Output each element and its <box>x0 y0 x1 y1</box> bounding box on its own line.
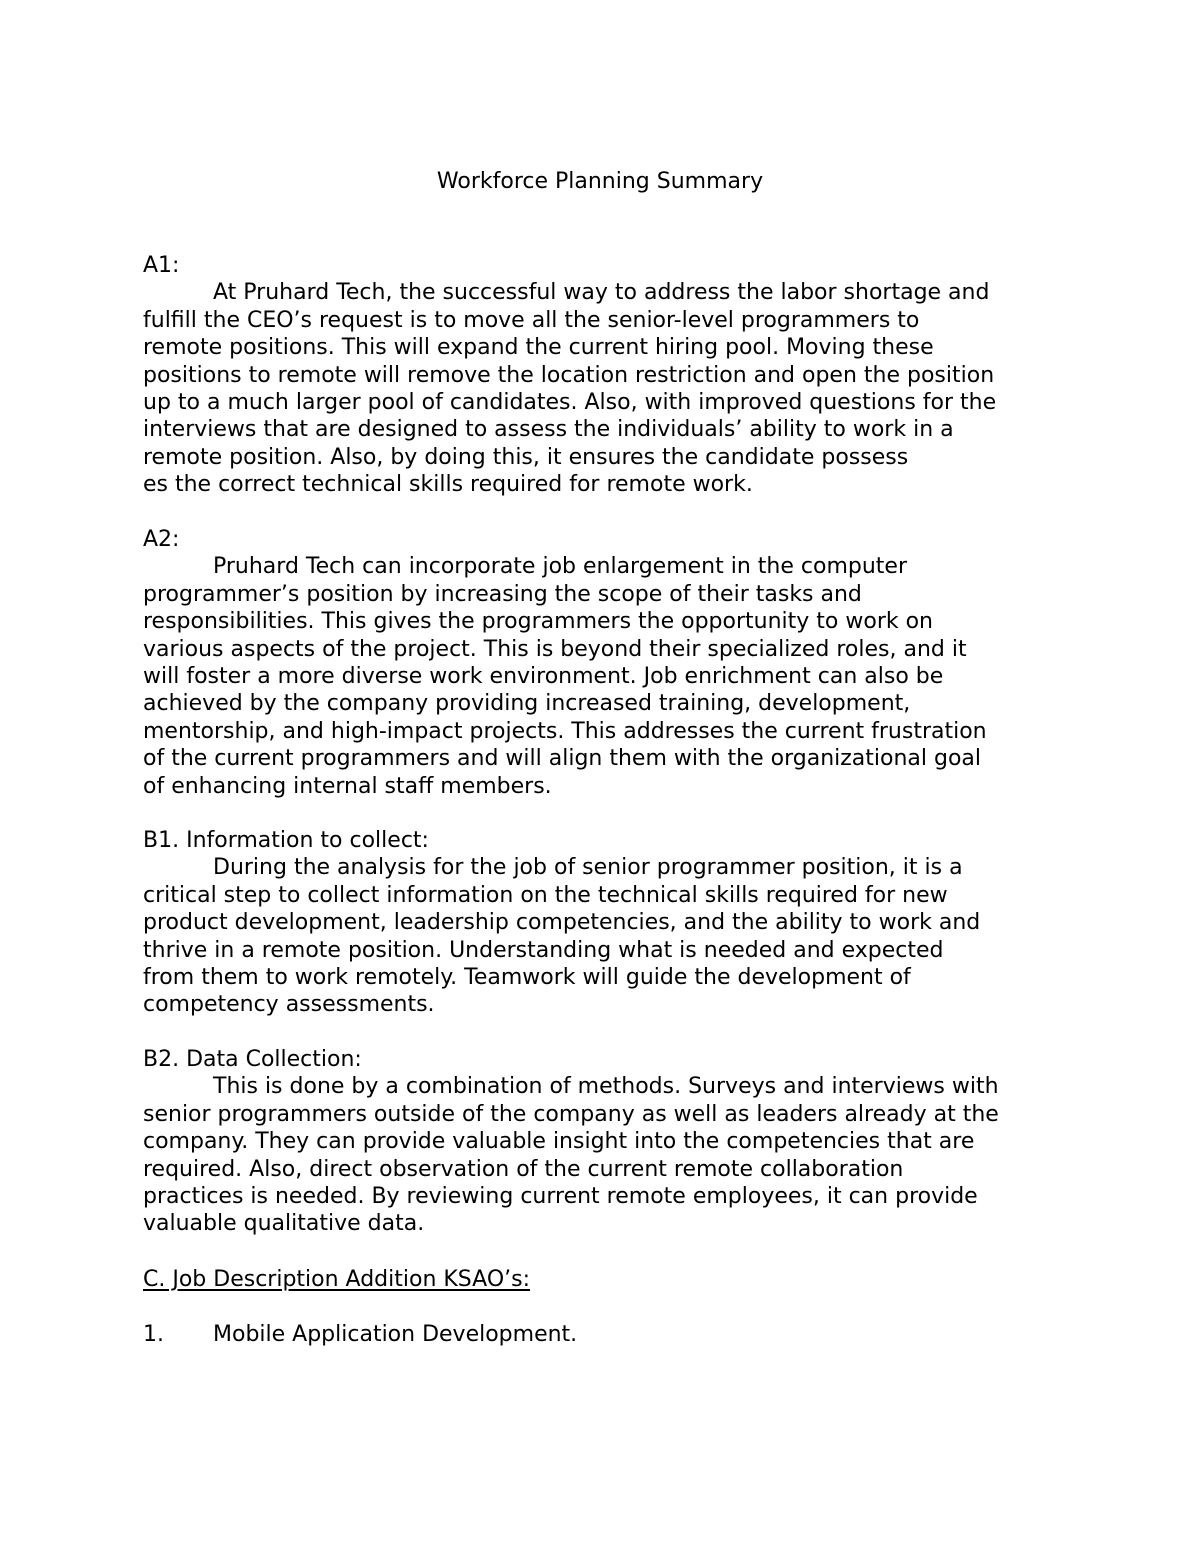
section-a1 <box>143 252 1073 499</box>
paragraph-line: required. Also, direct observation of the current remote collaboration <box>143 1156 904 1182</box>
section-a2 <box>143 526 1073 800</box>
paragraph-line: remote positions. This will expand the current hiring pool. Moving these <box>143 335 934 361</box>
paragraph-line: Pruhard Tech can incorporate job enlargement in the computer <box>213 554 907 580</box>
paragraph-line: of the current programmers and will align them with the organizational goal <box>143 746 982 772</box>
paragraph-line: company. They can provide valuable insight into the competencies that are <box>143 1129 975 1155</box>
section-b1 <box>143 827 1073 1019</box>
list-text: Mobile Application Development. <box>213 1322 578 1347</box>
section-heading: B2. Data Collection: <box>143 1047 362 1072</box>
paragraph-line: product development, leadership competencies, and the ability to work and <box>143 910 981 936</box>
paragraph-line: This is done by a combination of methods. Surveys and interviews with <box>213 1074 999 1100</box>
paragraph-line: competency assessments. <box>143 992 435 1018</box>
section-c <box>143 1266 1073 1293</box>
document-title: Workforce Planning Summary <box>436 169 764 194</box>
paragraph-line: es the correct technical skills required for remote work. <box>143 472 753 498</box>
section-heading: A1: <box>143 253 180 278</box>
paragraph-line: practices is needed. By reviewing current remote employees, it can provide <box>143 1183 978 1209</box>
paragraph-line: remote position. Also, by doing this, it ensures the candidate possess <box>143 444 909 470</box>
paragraph-line: valuable qualitative data. <box>143 1211 425 1237</box>
paragraph-line: During the analysis for the job of senior programmer position, it is a <box>213 855 963 881</box>
paragraph-line: achieved by the company providing increased training, development, <box>143 691 911 717</box>
section-heading: A2: <box>143 527 180 552</box>
section-heading-underlined: C. Job Description Addition KSAO’s: <box>143 1267 531 1292</box>
paragraph-line: mentorship, and high-impact projects. This addresses the current frustration <box>143 718 987 744</box>
paragraph-line: programmer’s position by increasing the scope of their tasks and <box>143 581 862 607</box>
paragraph-line: responsibilities. This gives the programmers the opportunity to work on <box>143 609 934 635</box>
paragraph-line: critical step to collect information on the technical skills required for new <box>143 882 948 908</box>
ksao-list-item <box>143 1321 577 1349</box>
paragraph-line: thrive in a remote position. Understanding what is needed and expected <box>143 937 944 963</box>
paragraph-line: will foster a more diverse work environment. Job enrichment can also be <box>143 663 944 689</box>
paragraph-line: of enhancing internal staff members. <box>143 773 552 799</box>
paragraph-line: various aspects of the project. This is beyond their specialized roles, and it <box>143 636 967 662</box>
paragraph-line: from them to work remotely. Teamwork will guide the development of <box>143 964 911 990</box>
paragraph-line: interviews that are designed to assess the individuals’ ability to work in a <box>143 417 954 443</box>
paragraph-line: fulfill the CEO’s request is to move all the senior-level programmers to <box>143 307 920 333</box>
section-b2 <box>143 1046 1073 1238</box>
paragraph-line: At Pruhard Tech, the successful way to address the labor shortage and <box>213 280 990 306</box>
list-number: 1. <box>143 1322 164 1347</box>
paragraph-line: senior programmers outside of the company as well as leaders already at the <box>143 1101 999 1127</box>
paragraph-line: up to a much larger pool of candidates. Also, with improved questions for the <box>143 389 997 415</box>
paragraph-line: positions to remote will remove the location restriction and open the position <box>143 362 995 388</box>
section-heading: B1. Information to collect: <box>143 828 429 853</box>
